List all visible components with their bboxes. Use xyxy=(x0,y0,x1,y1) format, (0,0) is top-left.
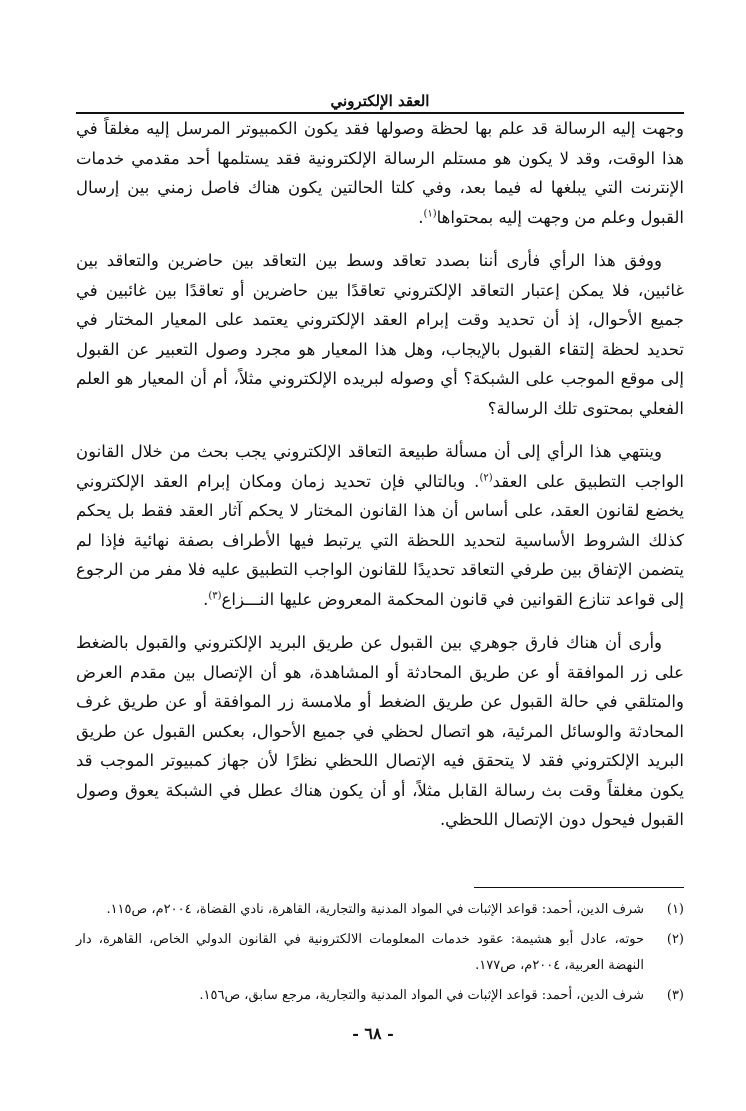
page-number: - ٦٨ - xyxy=(352,1024,394,1043)
footnote-1 xyxy=(76,897,684,923)
footnote-number: (٣) xyxy=(666,988,684,1003)
footnote-text: شرف الدين، أحمد: قواعد الإثبات في المواد المدنية والتجارية، مرجع سابق، ص١٥٦. xyxy=(199,988,644,1003)
footnote-divider xyxy=(474,887,684,888)
paragraph-1-text: وجهت إليه الرسالة قد علم بها لحظة وصولها فقد يكون الكمبيوتر المرسل إليه مغلقاً في هذا الوقت، وقد لا يكون هو مستلم الرسالة الإلكترونية فقد يستلمها أحد مقدمي خدمات الإنترنت التي يبلغها له فيما بعد، وفي كلتا الحالتين يكون هناك فاصل زمني بين إرسال القبول وعلم من وجهت إليه بمحتواها xyxy=(76,119,684,227)
footnote-3 xyxy=(76,983,684,1009)
footnote-number: (١) xyxy=(666,902,684,917)
paragraph-2-text: ووفق هذا الرأي فأرى أننا بصدد تعاقد وسط بين التعاقد بين حاضرين والتعاقد بين غائبين، فلا يمكن إعتبار التعاقد الإلكتروني تعاقدًا بين حاضرين أو تعاقدًا بين غائبين في جميع الأحوال، إذ أن تحديد وقت إبرام العقد الإلكتروني يعتمد على المعيار المختار في تحديد لحظة إلتقاء القبول بالإيجاب، وهل هذا المعيار هو مجرد وصول التعبير عن القبول إلى موقع الموجب على الشبكة؟ أي وصوله لبريده الإلكتروني مثلاً، أم أن المعيار هو العلم الفعلي بمحتوى تلك الرسالة؟ xyxy=(76,251,684,418)
body-text xyxy=(76,114,684,849)
paragraph-1 xyxy=(76,114,684,232)
paragraph-3-end: . xyxy=(203,589,209,609)
footnote-ref-1[interactable]: (١) xyxy=(423,208,437,219)
paragraph-3-text: وينتهي هذا الرأي إلى أن مسألة طبيعة التعاقد الإلكتروني يجب بحث من خلال القانون الواجب التطبيق على العقد xyxy=(76,442,685,491)
footnote-text: حوته، عادل أبو هشيمة: عقود خدمات المعلومات الالكترونية في القانون الدولي الخاص، القاهرة، دار النهضة العربية، ٢٠٠٤م، ص١٧٧. xyxy=(76,932,644,973)
paragraph-2 xyxy=(76,246,684,423)
paragraph-1-tail: . xyxy=(418,207,424,227)
paragraph-4-text: وأرى أن هناك فارق جوهري بين القبول عن طريق البريد الإلكتروني والقبول بالضغط على زر الموافقة أو عن طريق المحادثة أو المشاهدة، هو أن الإتصال بين مقدم العرض والمتلقي في حالة القبول عن طريق الضغط أو ملامسة زر الموافقة أو عن طريق غرف المحادثة والوسائل المرئية، هو اتصال لحظي في جميع الأحوال، بعكس القبول عن طريق البريد الإلكتروني فقد لا يتحقق فيه الإتصال اللحظي نظرًا لأن جهاز كمبيوتر الموجب قد يكون مغلقاً وقت بث رسالة القابل مثلاً، أو أن يكون هناك عطل في الشبكة يعوق وصول القبول فيحول دون الإتصال اللحظي. xyxy=(76,633,684,829)
footnote-text: شرف الدين، أحمد: قواعد الإثبات في المواد المدنية والتجارية، القاهرة، نادي القضاة، ٢٠٠٤م، ص١١٥. xyxy=(106,902,644,917)
footnote-2 xyxy=(76,927,684,979)
footnotes xyxy=(76,897,684,1013)
footnote-ref-3[interactable]: (٣) xyxy=(208,590,222,601)
paragraph-4 xyxy=(76,628,684,835)
paragraph-3 xyxy=(76,437,684,614)
footnote-number: (٢) xyxy=(666,932,684,947)
footnote-ref-2[interactable]: (٢) xyxy=(479,472,493,483)
running-header: العقد الإلكتروني xyxy=(76,92,684,114)
paragraph-3-tail: . وبالتالي فإن تحديد زمان ومكان إبرام العقد الإلكتروني يخضع لقانون العقد، على أساس أن هذا القانون المختار لا يحكم آثار العقد فقط بل يحكم كذلك الشروط الأساسية لتحديد اللحظة التي يرتبط فيها الأطراف بصفة نهائية فإذا لم يتضمن الإتفاق بين طرفي التعاقد تحديدًا للقانون الواجب التطبيق عليه فلا مفر من الرجوع إلى قواعد تنازع القوانين في قانون المحكمة المعروض عليها النـــزاع xyxy=(76,471,684,609)
